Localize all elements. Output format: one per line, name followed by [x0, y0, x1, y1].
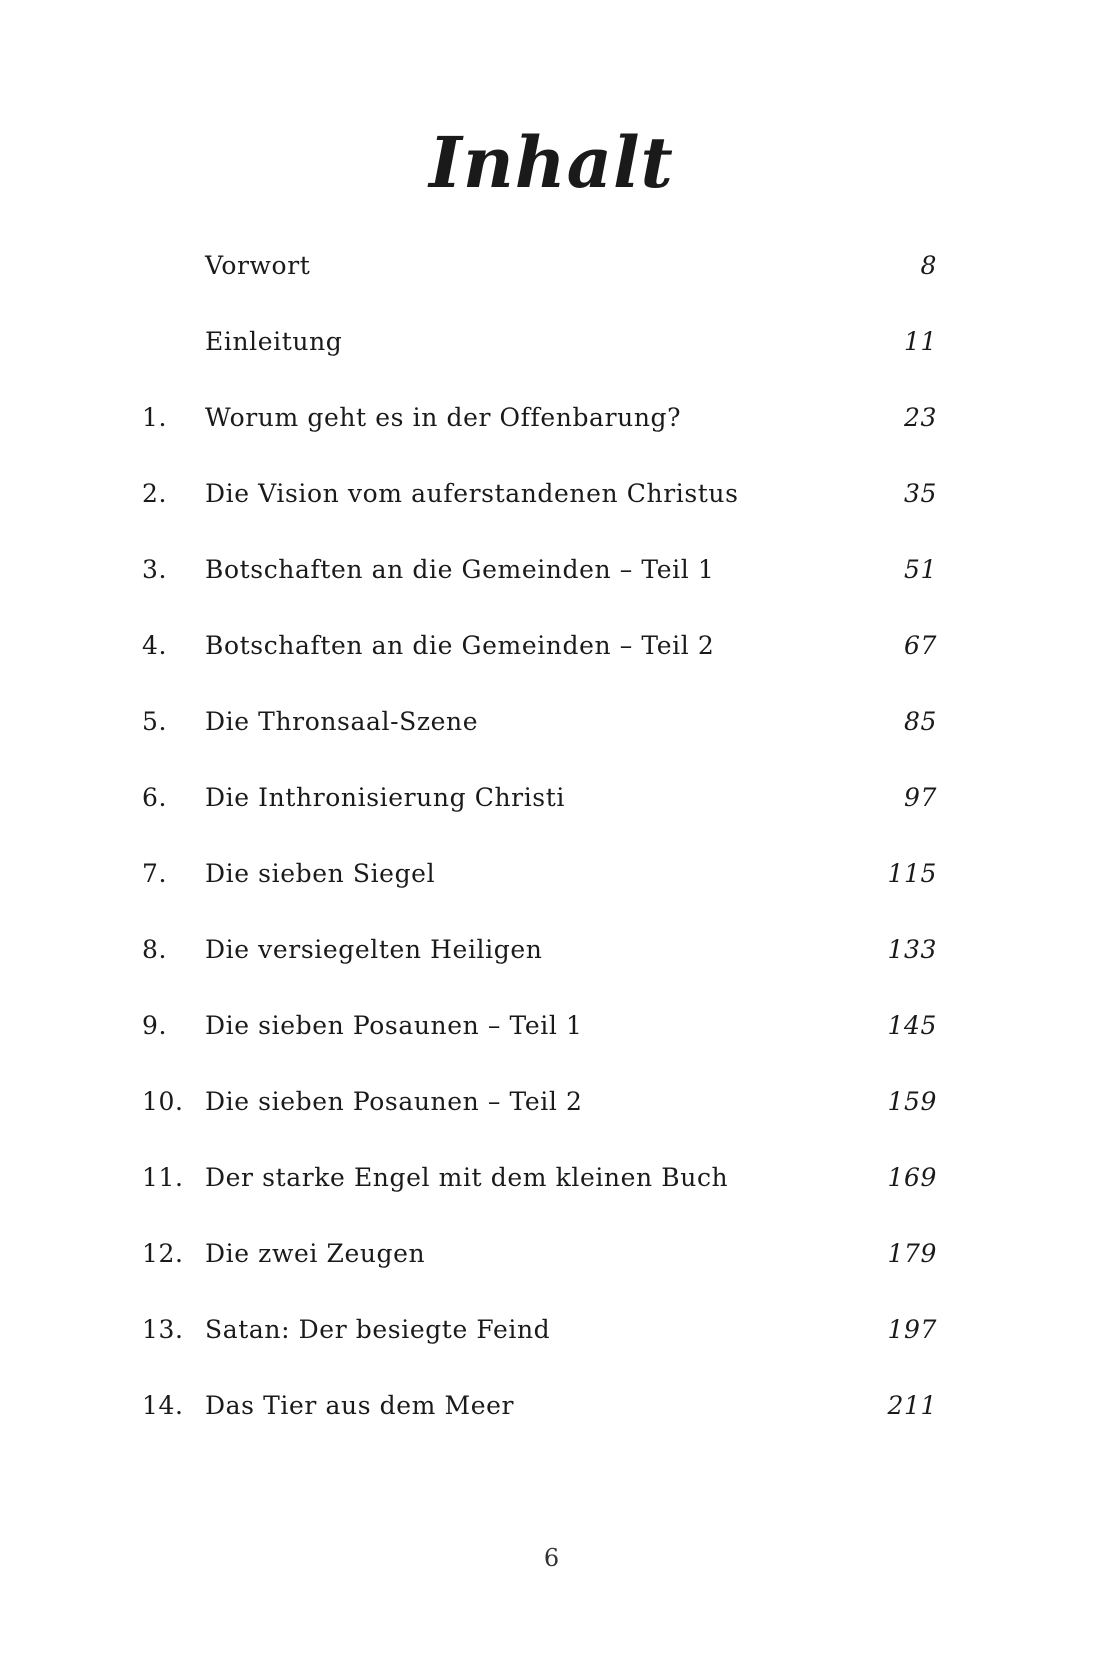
- toc-entry-page: 35: [903, 479, 937, 508]
- toc-entry-page: 67: [903, 631, 937, 660]
- toc-entry-title: Die Thronsaal-Szene: [205, 707, 479, 736]
- page-number: 6: [543, 1544, 560, 1572]
- toc-entry-number: 9.: [142, 1011, 168, 1040]
- toc-entry-vorwort: [0, 246, 1103, 322]
- toc-entry-page: 8: [920, 251, 937, 280]
- toc-entry-title: Die sieben Siegel: [205, 859, 436, 888]
- toc-entry-title: Botschaften an die Gemeinden – Teil 1: [205, 555, 715, 584]
- toc-entry-chapter-3: [0, 550, 1103, 626]
- toc-entry-title: Satan: Der besiegte Feind: [205, 1315, 551, 1344]
- toc-entry-title: Die sieben Posaunen – Teil 2: [205, 1087, 583, 1116]
- toc-entry-chapter-2: [0, 474, 1103, 550]
- toc-entry-number: 12.: [142, 1239, 184, 1268]
- toc-entry-page: 51: [903, 555, 937, 584]
- toc-entry-chapter-13: [0, 1310, 1103, 1386]
- toc-entry-number: 7.: [142, 859, 168, 888]
- toc-entry-chapter-11: [0, 1158, 1103, 1234]
- toc-entry-chapter-1: [0, 398, 1103, 474]
- toc-entry-number: 5.: [142, 707, 168, 736]
- toc-entry-page: 179: [887, 1239, 937, 1268]
- toc-entry-chapter-12: [0, 1234, 1103, 1310]
- toc-entry-page: 115: [887, 859, 937, 888]
- toc-entry-chapter-14: [0, 1386, 1103, 1462]
- page-title: Inhalt: [429, 120, 674, 204]
- toc-entry-title: Botschaften an die Gemeinden – Teil 2: [205, 631, 715, 660]
- toc-entry-number: 13.: [142, 1315, 184, 1344]
- toc-entry-chapter-5: [0, 702, 1103, 778]
- toc-entry-page: 85: [903, 707, 937, 736]
- toc-entry-page: 11: [903, 327, 937, 356]
- toc-entry-page: 169: [887, 1163, 937, 1192]
- toc-entry-chapter-8: [0, 930, 1103, 1006]
- toc-entry-title: Worum geht es in der Offenbarung?: [205, 403, 682, 432]
- toc-entry-page: 159: [887, 1087, 937, 1116]
- toc-entry-chapter-10: [0, 1082, 1103, 1158]
- toc-entry-number: 10.: [142, 1087, 184, 1116]
- toc-entry-title: Der starke Engel mit dem kleinen Buch: [205, 1163, 729, 1192]
- toc-entry-number: 14.: [142, 1391, 184, 1420]
- toc-entry-chapter-7: [0, 854, 1103, 930]
- table-of-contents: [0, 246, 1103, 1462]
- toc-entry-chapter-9: [0, 1006, 1103, 1082]
- toc-entry-title: Die Inthronisierung Christi: [205, 783, 565, 812]
- toc-entry-title: Die versiegelten Heiligen: [205, 935, 543, 964]
- toc-entry-number: 8.: [142, 935, 168, 964]
- toc-entry-title: Das Tier aus dem Meer: [205, 1391, 515, 1420]
- toc-entry-page: 211: [887, 1391, 937, 1420]
- toc-entry-title: Die sieben Posaunen – Teil 1: [205, 1011, 583, 1040]
- toc-entry-title: Vorwort: [205, 251, 311, 280]
- toc-entry-page: 145: [887, 1011, 937, 1040]
- toc-entry-page: 133: [887, 935, 937, 964]
- toc-entry-einleitung: [0, 322, 1103, 398]
- toc-entry-title: Die Vision vom auferstandenen Christus: [205, 479, 739, 508]
- toc-entry-number: 3.: [142, 555, 168, 584]
- toc-entry-chapter-4: [0, 626, 1103, 702]
- toc-entry-number: 11.: [142, 1163, 184, 1192]
- toc-entry-page: 197: [887, 1315, 937, 1344]
- toc-entry-number: 4.: [142, 631, 168, 660]
- toc-entry-title: Die zwei Zeugen: [205, 1239, 426, 1268]
- toc-entry-chapter-6: [0, 778, 1103, 854]
- toc-entry-number: 2.: [142, 479, 168, 508]
- toc-entry-page: 23: [903, 403, 937, 432]
- toc-entry-page: 97: [903, 783, 937, 812]
- toc-entry-number: 6.: [142, 783, 168, 812]
- toc-entry-title: Einleitung: [205, 327, 343, 356]
- toc-entry-number: 1.: [142, 403, 168, 432]
